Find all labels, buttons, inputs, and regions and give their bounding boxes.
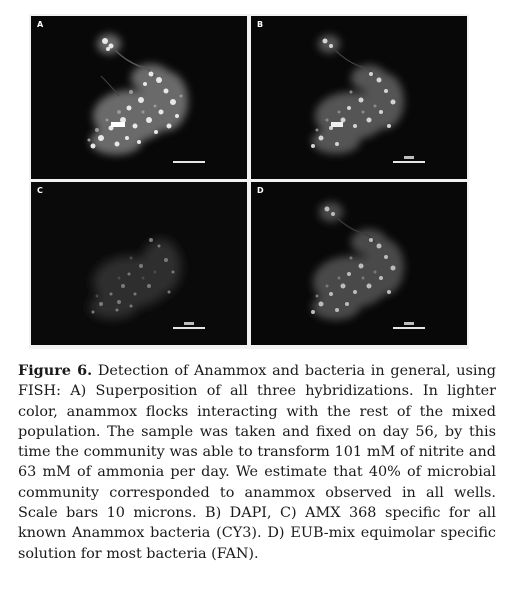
panel-label-a: A	[37, 20, 44, 29]
fish-micrograph-figure	[29, 14, 469, 349]
figure-caption	[18, 361, 496, 564]
micrograph-panel-a	[31, 16, 247, 179]
scale-bar-tag-b	[404, 156, 414, 159]
micrograph-image-d	[251, 182, 467, 345]
scale-bar-c	[173, 327, 205, 329]
micrograph-panel-b	[251, 16, 467, 179]
micrograph-panel-c	[31, 182, 247, 345]
panel-label-d: D	[257, 186, 264, 195]
panel-label-b: B	[257, 20, 264, 29]
scale-bar-tag-d	[404, 322, 414, 325]
panel-label-c: C	[37, 186, 43, 195]
micrograph-image-b	[251, 16, 467, 179]
micrograph-image-c	[31, 182, 247, 345]
micrograph-image-a	[31, 16, 247, 179]
micrograph-panel-d	[251, 182, 467, 345]
caption-text: Detection of Anammox and bacteria in general, using FISH: A) Superposition of all three hybridizations. In lighter color, anammox flocks interacting with the rest of the mixed population. The sample was taken and fixed on day 56, by this time the community was able to transform 101 mM of nitrite and 63 mM of ammonia per day. We estimate that 40% of microbial community corresponded to anammox observed in all wells. Scale bars 10 microns. B) DAPI, C) AMX 368 specific for all known Anammox bacteria (CY3). D) EUB-mix equimolar specific solution for most bacteria (FAN).	[18, 363, 497, 562]
scale-bar-d	[393, 327, 425, 329]
scale-bar-a	[173, 161, 205, 163]
scale-bar-b	[393, 161, 425, 163]
caption-label: Figure 6.	[18, 362, 93, 379]
scale-bar-tag-c	[184, 322, 194, 325]
